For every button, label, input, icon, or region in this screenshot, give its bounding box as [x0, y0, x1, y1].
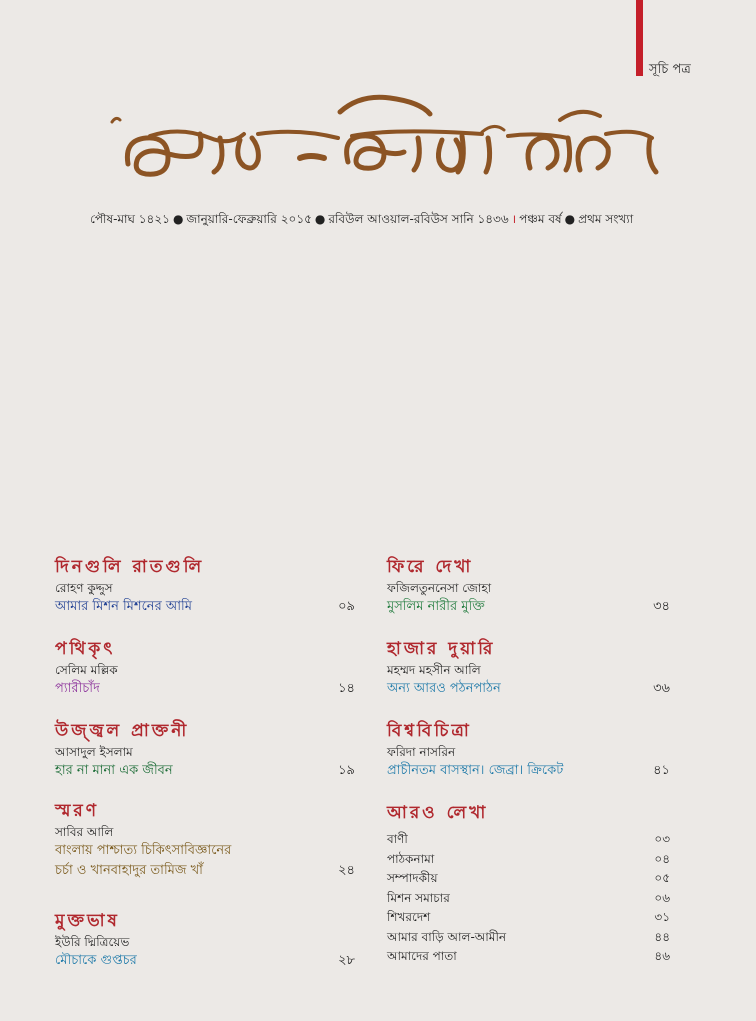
article-entry[interactable] [55, 597, 355, 617]
page-number: ০৩ [654, 832, 670, 846]
page-number: ৩১ [654, 910, 670, 924]
item-label: মিশন সমাচার [387, 890, 450, 905]
volume: পঞ্চম বর্ষ [519, 212, 562, 226]
article-title: বাংলায় পাশ্চাত্য চিকিৎসাবিজ্ঞানের [55, 843, 232, 858]
author: সাবির আলি [55, 825, 114, 839]
article-title: চর্চা ও খানবাহাদুর তামিজ খাঁ [55, 863, 203, 878]
page-number: ১৯ [338, 763, 355, 778]
issue-number: প্রথম সংখ্যা [578, 212, 634, 226]
item-label: বাণী [387, 832, 408, 846]
section-title: হাজার দুয়ারি [387, 639, 496, 659]
article-title: অন্য আরও পঠনপাঠন [387, 681, 501, 696]
item-label: আমাদের পাতা [387, 949, 457, 963]
page-number: ১৪ [338, 681, 355, 696]
article-entry[interactable] [387, 679, 670, 699]
toc-section [55, 720, 355, 800]
section-label: সূচি পত্র [649, 62, 691, 77]
separator-icon: । [511, 212, 517, 226]
article-title: হার না মানা এক জীবন [55, 763, 173, 778]
item-label: পাঠকনামা [387, 851, 435, 866]
author: ফরিদা নাসরিন [387, 745, 456, 759]
author: রোহণ কুদ্দুস [55, 581, 113, 595]
bullet-icon: ● [564, 212, 576, 226]
toc-section [387, 720, 670, 802]
page-number: ০৪ [654, 851, 670, 866]
article-entry[interactable] [55, 951, 355, 971]
article-title: মুসলিম নারীর মুক্তি [387, 599, 485, 614]
list-item[interactable] [387, 947, 670, 967]
article-entry[interactable] [55, 761, 355, 781]
english-date: জানুয়ারি-ফেব্রুয়ারি ২০১৫ [186, 212, 312, 226]
author: মহম্মদ মহসীন আলি [387, 663, 481, 677]
hijri-date: রবিউল আওয়াল-রবিউস সানি ১৪৩৬ [328, 212, 509, 226]
page-number: ০৯ [338, 599, 355, 614]
article-entry[interactable] [55, 841, 355, 881]
page-number: ৪৬ [654, 949, 670, 963]
section-title: উজ্জ্বল প্রাক্তনী [55, 721, 190, 741]
author: ফজিলতুননেসা জোহা [387, 581, 492, 595]
page-number: ২৪ [338, 863, 355, 878]
article-title: প্রাচীনতম বাসস্থান। জেব্রা। ক্রিকেট [387, 763, 564, 778]
page-number: ০৬ [654, 890, 670, 905]
article-entry[interactable] [55, 679, 355, 699]
toc-section-more [387, 802, 670, 967]
article-title: মৌচাকে গুপ্তচর [55, 953, 137, 968]
masthead-logo [90, 92, 690, 200]
page-number: ০৫ [654, 871, 670, 885]
section-title: আরও লেখা [387, 803, 489, 823]
section-title: মুক্তভাষ [55, 911, 120, 931]
page-number: ২৮ [338, 953, 355, 968]
bullet-icon: ● [172, 212, 184, 226]
page-number: ৩৬ [653, 681, 670, 696]
item-label: আমার বাড়ি আল-আমীন [387, 929, 507, 944]
list-item[interactable] [387, 850, 670, 870]
list-item[interactable] [387, 889, 670, 909]
bengali-date: পৌষ-মাঘ ১৪২১ [90, 212, 170, 226]
list-item[interactable] [387, 869, 670, 889]
page-number: ৪৪ [654, 929, 670, 944]
section-title: ফিরে দেখা [387, 557, 474, 577]
toc-section [55, 556, 355, 638]
section-title: বিশ্ববিচিত্রা [387, 721, 472, 741]
page-number: ৩৪ [653, 599, 670, 614]
author: সেলিম মল্লিক [55, 663, 118, 677]
article-entry[interactable] [387, 597, 670, 617]
section-title: স্মরণ [55, 801, 100, 821]
list-item[interactable] [387, 928, 670, 948]
toc-section [387, 556, 670, 638]
article-title: প্যারীচাঁদ [55, 681, 100, 696]
section-title: দিনগুলি রাতগুলি [55, 557, 205, 577]
article-entry[interactable] [387, 761, 670, 781]
article-title: আমার মিশন মিশনের আমি [55, 599, 192, 614]
toc-section [387, 638, 670, 720]
toc-right-column [387, 556, 670, 967]
author: ইউরি দ্মিত্রিয়েভ [55, 935, 130, 949]
toc-section [55, 800, 355, 910]
list-item[interactable] [387, 908, 670, 928]
author: আসাদুল ইসলাম [55, 745, 133, 759]
item-label: সম্পাদকীয় [387, 871, 438, 885]
red-accent-bar [636, 0, 643, 76]
toc-left-column [55, 556, 355, 992]
list-item[interactable] [387, 830, 670, 850]
section-title: পথিকৃৎ [55, 639, 116, 659]
toc-section [55, 638, 355, 720]
toc-section [55, 910, 355, 992]
item-label: শিখরদেশ [387, 910, 431, 924]
bullet-icon: ● [314, 212, 326, 226]
page-number: ৪১ [653, 763, 670, 778]
issue-line [90, 210, 670, 231]
